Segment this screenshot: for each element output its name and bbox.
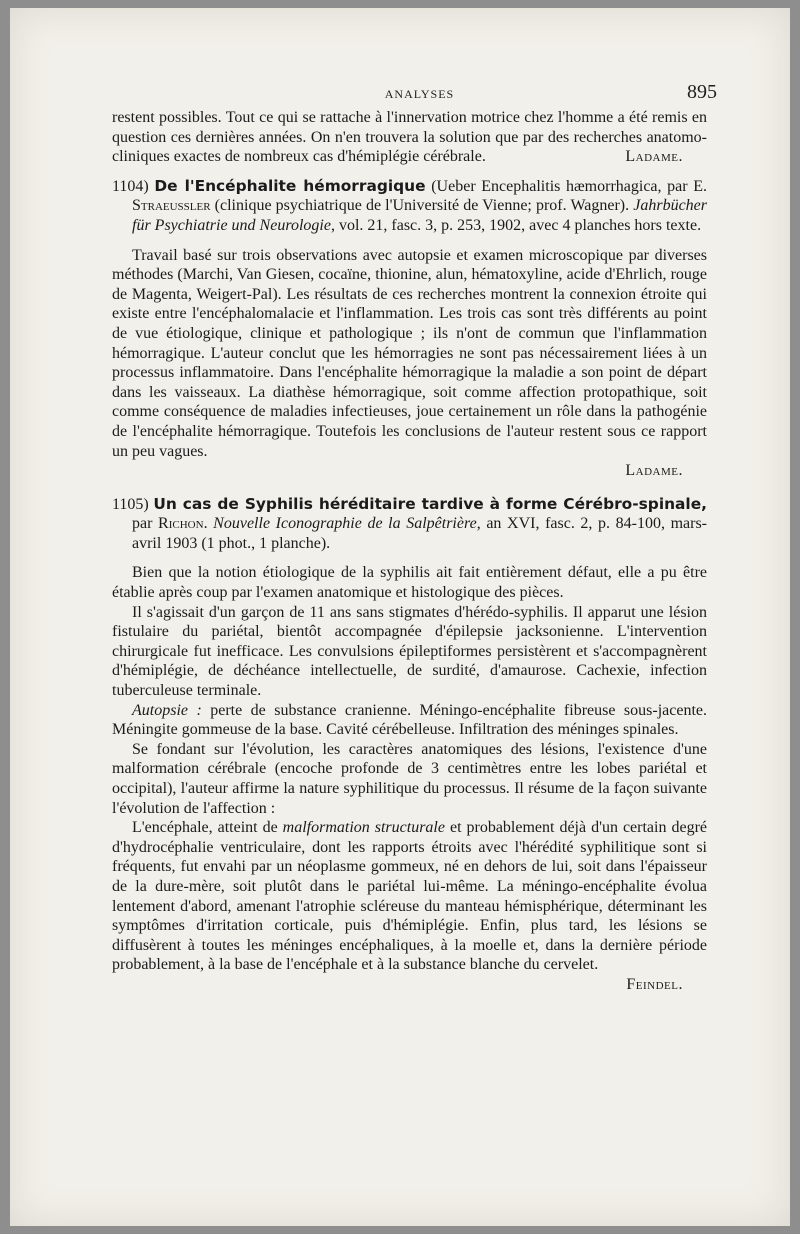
entry-1104-citation-mid: (clinique psychiatrique de l'Université de Vienne; prof. Wagner). [210,197,634,215]
entry-1104-heading [112,177,707,236]
entry-1105-paragraph-5 [112,818,707,975]
entry-1105-citation-mid: . [203,515,214,533]
paragraph-5-start: L'encéphale, atteint de [132,819,283,837]
autopsie-text: perte de substance cranienne. Méningo-encéphalite fibreuse sous-jacente. Méningite gommeuse de la base. Cavité cérébelleuse. Infiltration des méninges spinales. [112,701,707,739]
paragraph-5-italic: malformation structurale [282,819,445,837]
running-header [122,81,717,107]
running-title: ANALYSES [384,87,455,101]
entry-1105-paragraph-1: Bien que la notion étiologique de la syphilis ait fait entièrement défaut, elle a pu être établie après coup par l'examen anatomique et histologique des pièces. [112,564,707,602]
entry-1104-author: Straeussler [132,197,211,215]
paragraph-5-rest: et probablement déjà d'un certain degré d'hydrocéphalie ventriculaire, dont les rapports étroits avec l'hérédité syphilitique sont si fréquents, fut envahi par un néoplasme gommeux, né en dehors de lui, soit dans l'épaisseur de la dure-mère, soit plutôt dans le pariétal lui-même. La méningo-encéphalite évolua lentement d'abord, amenant l'atrophie scléreuse du manteau hémisphérique, déterminant les symptômes d'irritation corticale, puis d'hémiplégie. Enfin, plus tard, les lésions se diffusèrent à toutes les méninges encéphaliques, à la moelle et, dans la dernière période probablement, à la base de l'encéphale et à la substance blanche du cervelet. [112,819,707,974]
entry-1104-journal: Jahrbücher für Psychiatrie und Neurologie [132,197,707,234]
entry-1105-paragraph-2: Il s'agissait d'un garçon de 11 ans sans stigmates d'hérédo-syphilis. Il apparut une lésion fistulaire du pariétal, bientôt accompagnée d'épilepsie jacksonienne. L'intervention chirurgicale fut inefficace. Les convulsions épileptiformes persistèrent et s'accompagnèrent d'hémiplégie, de déchéance intellectuelle, de surdité, d'amaurose. Cachexie, infection tuberculeuse terminale. [112,603,707,700]
entry-1105-signature: Feindel. [626,975,683,993]
entry-1105-author: Richon [158,515,204,533]
entry-1105-paragraph-3 [112,701,707,740]
entry-1105-citation-rest: , an XVI, fasc. 2, p. 84-100, mars-avril 1903 (1 phot., 1 planche). [132,515,708,552]
entry-1104-title: De l'Encéphalite hémorragique [154,176,426,195]
entry-1105-journal: Nouvelle Iconographie de la Salpêtrière [213,515,477,533]
entry-1105-citation-pre: par [132,515,159,533]
entry-1104-signature: Ladame. [625,462,683,480]
autopsie-label: Autopsie : [132,701,202,719]
page-number: 895 [687,81,717,103]
opening-signature: Ladame. [625,148,683,166]
entry-1105-heading [112,495,707,554]
opening-paragraph: restent possibles. Tout ce qui se rattache à l'innervation motrice chez l'homme a été remis en question ces dernières années. On n'en trouvera la solution que par des recherches anatomo-cliniques exactes de nombreux cas d'hémiplégie cérébrale. [112,109,707,166]
entry-1104-body: Travail basé sur trois observations avec autopsie et examen microscopique par diverses méthodes (Marchi, Van Giesen, cocaïne, thionine, alun, hématoxyline, acide d'Ehrlich, rouge de Magenta, Weigert-Pal). Les résultats de ces recherches montrent la connexion étroite qui existe entre l'encéphalomalacie et l'inflammation. Les trois cas sont très différents au point de vue étiologique, clinique et pathologique ; ils n'ont de commun que l'inflammation hémorragique. L'auteur conclut que les hémorragies ne sont pas nécessairement liées à un processus inflammatoire. Dans l'encéphalite hémorragique la maladie a son point de départ dans les vaisseaux. La diathèse hémorragique, soit comme affection protopathique, soit comme conséquence de maladies infectieuses, joue certainement un rôle dans la pathogénie de l'encéphalite hémorragique. Toutefois les conclusions de l'auteur restent sous ce rapport un peu vagues. [112,246,707,460]
entry-1104-number: 1104) [112,177,149,195]
article-body [112,108,707,995]
entry-1105-title: Un cas de Syphilis héréditaire tardive à forme Cérébro-spinale, [153,494,707,513]
entry-1104-citation-pre: (Ueber Encephalitis hæmorrhagica, par E. [425,177,708,195]
entry-1104-citation-rest: , vol. 21, fasc. 3, p. 253, 1902, avec 4 planches hors texte. [330,216,702,234]
entry-1105-number: 1105) [112,495,149,513]
entry-1105-paragraph-4: Se fondant sur l'évolution, les caractères anatomiques des lésions, l'existence d'une malformation cérébrale (encoche profonde de 3 centimètres entre les lobes pariétal et occipital), l'auteur affirme la nature syphilitique du processus. Il résume de la façon suivante l'évolution de l'affection : [112,740,707,817]
